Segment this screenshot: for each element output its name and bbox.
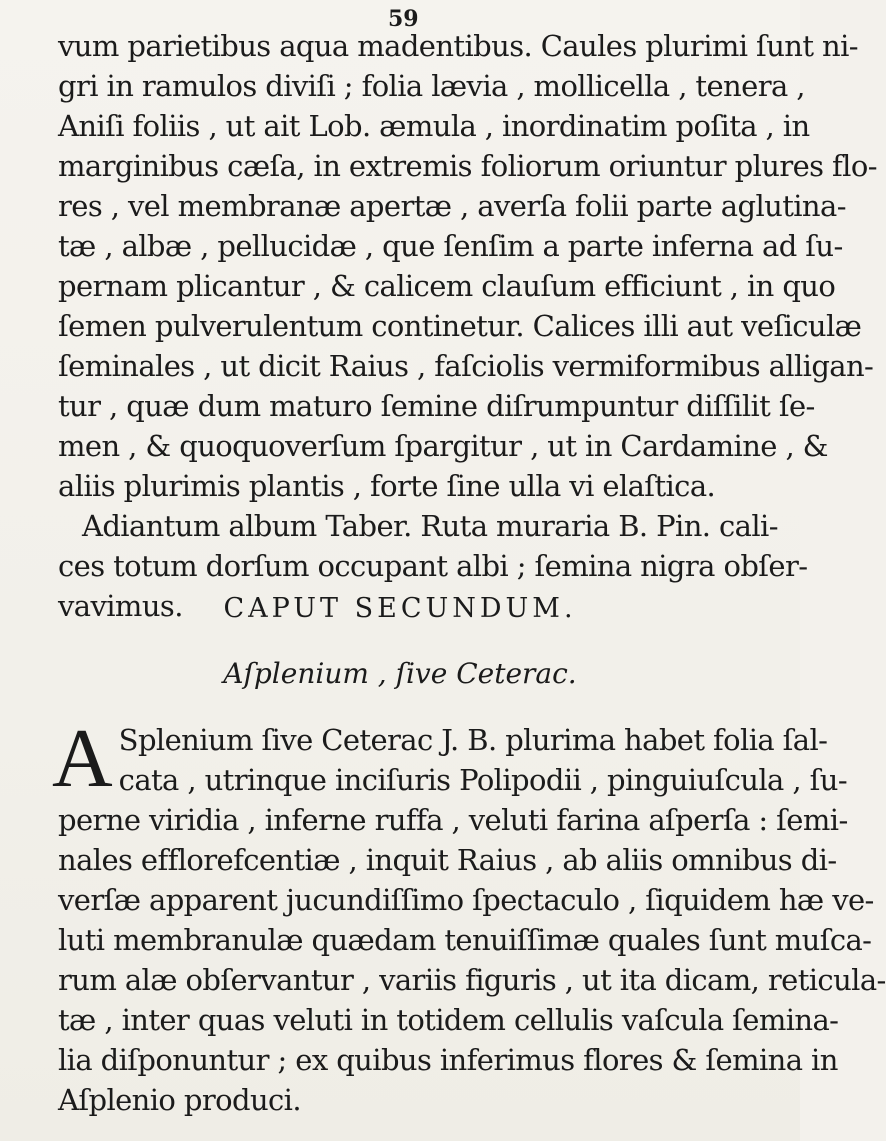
text-line: men , & quoquoverſum ſpargitur , ut in Cardamine , &	[58, 429, 828, 463]
text-line: tur , quæ dum maturo ſemine diſrumpuntur diſſilit ſe-	[58, 389, 815, 423]
text-line: vum parietibus aqua madentibus. Caules plurimi ſunt ni-	[58, 29, 858, 63]
text-line: nales efflorefcentiæ , inquit Raius , ab aliis omnibus di-	[58, 843, 837, 877]
text-line: res , vel membranæ apertæ , averſa folii parte aglutina-	[58, 189, 846, 223]
text-line: cata , utrinque inciſuris Polipodii , pinguiuſcula , ſu-	[118, 763, 848, 797]
text-line: ſeminales , ut dicit Raius , faſciolis vermiformibus alligan-	[58, 349, 874, 383]
paragraph-continuation	[58, 26, 877, 626]
text-line: Splenium ſive Ceterac J. B. plurima habet folia ſal-	[118, 723, 828, 757]
text-line: aliis plurimis plantis , forte ſine ulla vi elaſtica.	[58, 469, 716, 503]
text-line: perne viridia , inferne ruffa , veluti farina aſperſa : ſemi-	[58, 803, 848, 837]
drop-cap: A	[52, 712, 113, 805]
text-line: verſæ apparent jucundiſſimo ſpectaculo , ſiquidem hæ ve-	[58, 883, 874, 917]
text-line: Aſplenio produci.	[58, 1083, 301, 1117]
text-line: tæ , albæ , pellucidæ , que ſenſim a parte inferna ad ſu-	[58, 229, 843, 263]
paragraph-asplenium	[52, 712, 886, 1120]
text-line: luti membranulæ quædam tenuiſſimæ quales ſunt muſca-	[58, 923, 872, 957]
text-line: pernam plicantur , & calicem clauſum efficiunt , in quo	[58, 269, 836, 303]
text-line: ſemen pulverulentum continetur. Calices illi aut veſiculæ	[58, 309, 862, 343]
text-line: tæ , inter quas veluti in totidem cellulis vaſcula ſemina-	[58, 1003, 839, 1037]
chapter-heading: CAPUT SECUNDUM.	[223, 593, 577, 624]
page-number: 59	[388, 6, 419, 32]
text-line: vavimus.	[58, 589, 183, 623]
text-line: ces totum dorſum occupant albi ; ſemina nigra obſer-	[58, 549, 808, 583]
section-title: Aſplenium , ſive Ceterac.	[223, 657, 577, 690]
text-line: lia diſponuntur ; ex quibus inferimus flores & ſemina in	[58, 1043, 838, 1077]
text-line: Adiantum album Taber. Ruta muraria B. Pin. cali-	[82, 509, 778, 543]
text-line: rum alæ obſervantur , variis figuris , ut ita dicam, reticula-	[58, 963, 886, 997]
text-line: gri in ramulos diviſi ; folia lævia , mollicella , tenera ,	[58, 69, 805, 103]
text-line: marginibus cæſa, in extremis foliorum oriuntur plures flo-	[58, 149, 877, 183]
text-line: Aniſi foliis , ut ait Lob. æmula , inordinatim poſita , in	[58, 109, 810, 143]
